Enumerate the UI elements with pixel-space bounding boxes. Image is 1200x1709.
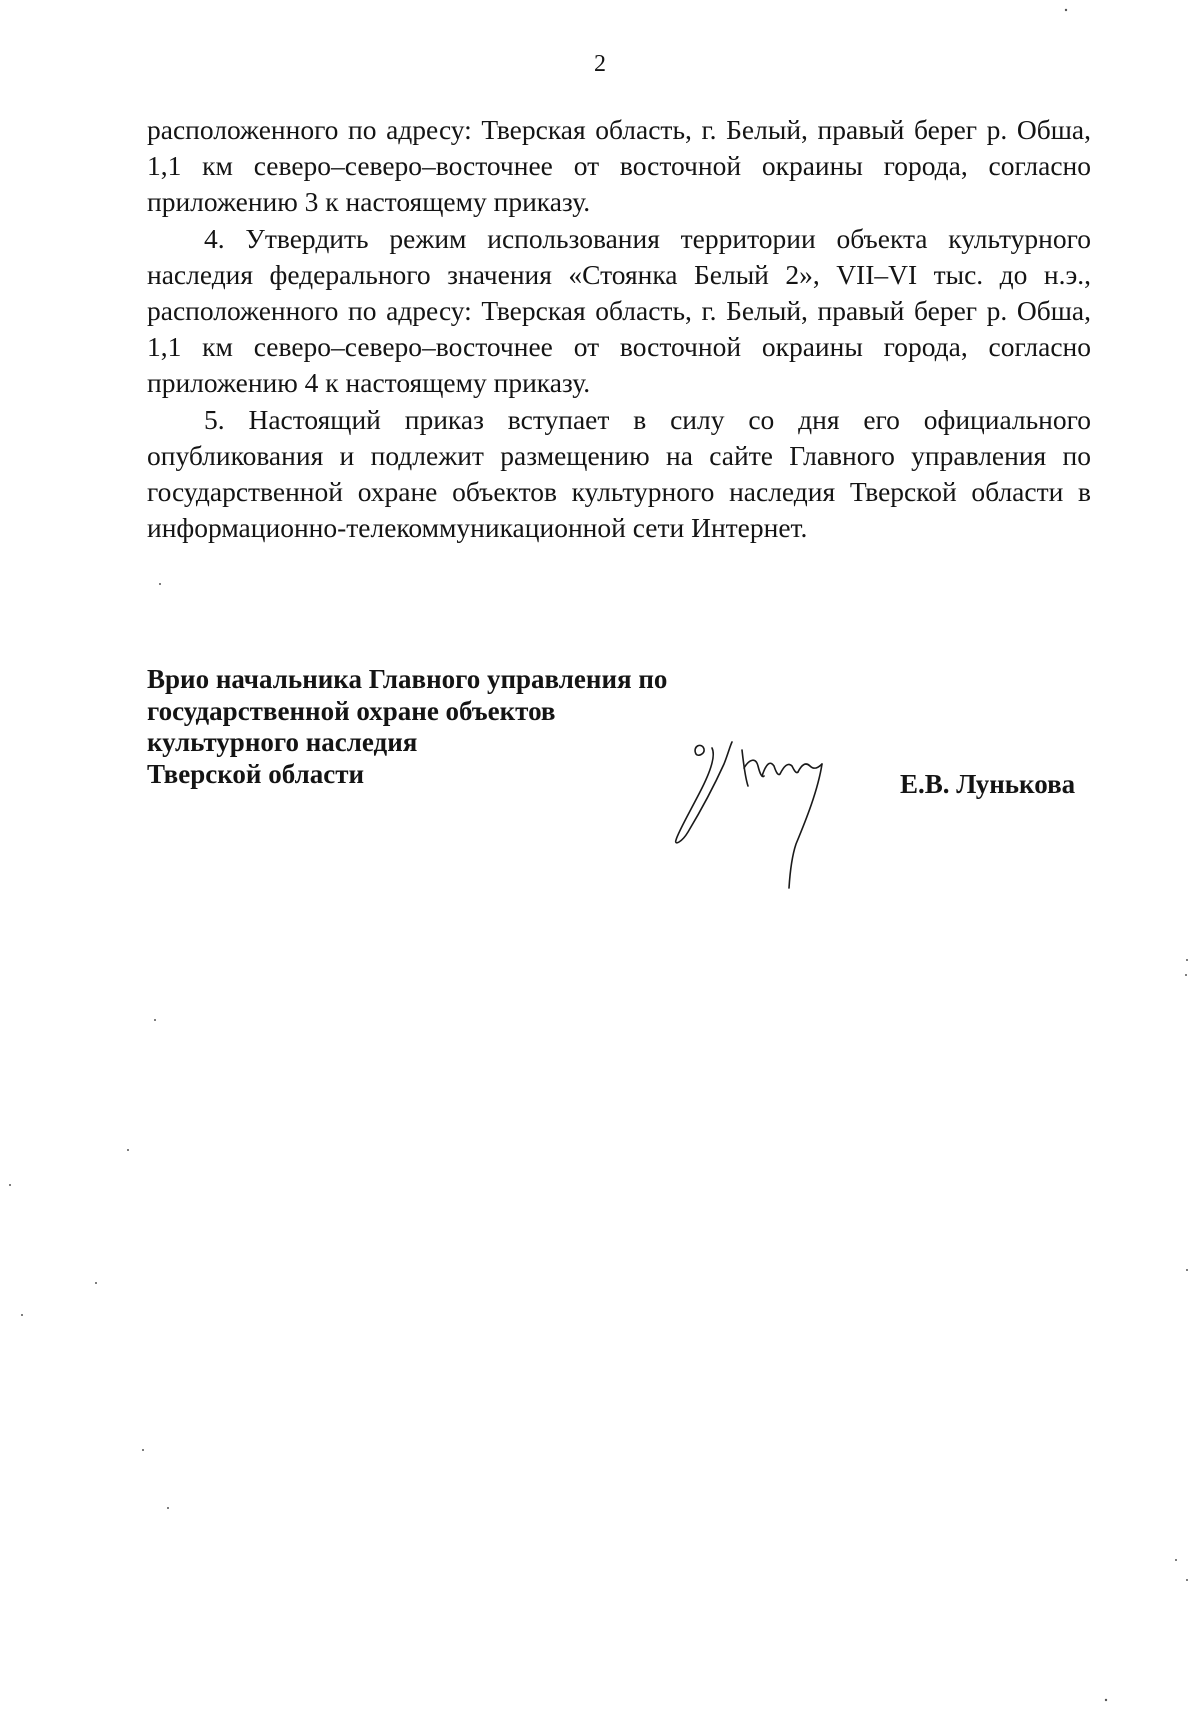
page-number: 2 bbox=[594, 51, 606, 77]
signatory-name: Е.В. Лунькова bbox=[900, 769, 1076, 799]
paragraph-item-5: 5. Настоящий приказ вступает в силу со дня его официального опубликования и подлежит размещению на сайте Главного управления по государственной охране объектов культурного наследия Тверской области в информационно-телекоммуникационной сети Интернет. bbox=[147, 403, 1091, 544]
signatory-title-line: Врио начальника Главного управления по bbox=[147, 664, 668, 694]
signatory-title-line: Тверской области bbox=[147, 758, 365, 789]
paragraph-item-4: 4. Утвердить режим использования территории объекта культурного наследия федерального значения «Стоянка Белый 2», VII–VI тыс. до н.э., расположенного по адресу: Тверская область, г. Белый, правый берег р. Обша, 1,1 км северо–северо–восточнее от восточной окраины города, согласно приложению 4 к настоящему приказу. bbox=[147, 222, 1091, 399]
paragraph-continuation: расположенного по адресу: Тверская область, г. Белый, правый берег р. Обша, 1,1 км северо–северо–восточнее от восточной окраины города, согласно приложению 3 к настоящему приказу. bbox=[147, 114, 1091, 218]
signatory-title bbox=[147, 664, 747, 790]
signatory-title-line: культурного наследия bbox=[147, 727, 418, 757]
document-body bbox=[147, 112, 1091, 546]
handwritten-signature-icon bbox=[672, 720, 882, 900]
signatory-title-line: государственной охране объектов bbox=[147, 695, 556, 726]
